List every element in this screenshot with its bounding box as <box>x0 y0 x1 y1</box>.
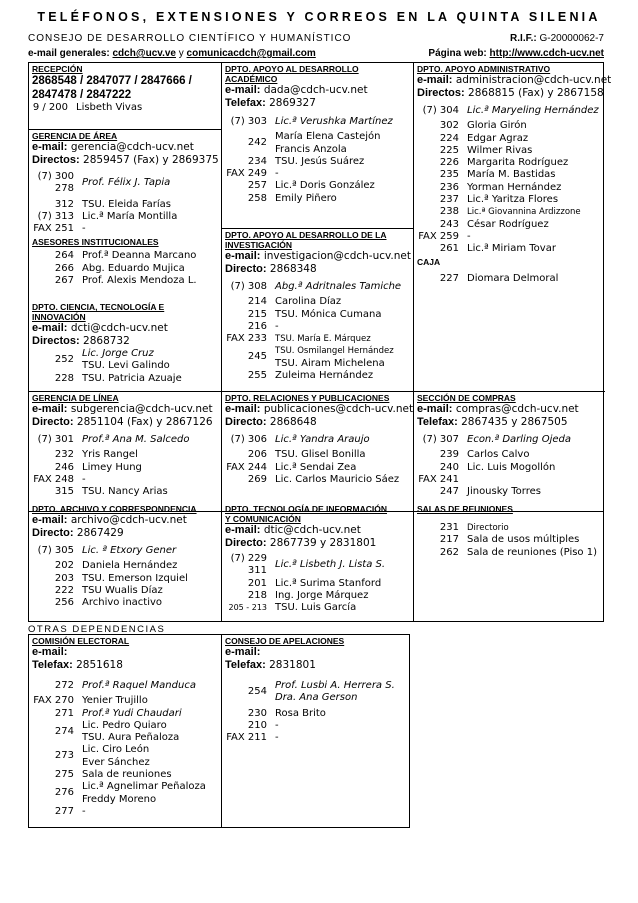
email-label: e-mail: <box>225 84 261 96</box>
extension: 243 <box>439 218 459 230</box>
extension: FAX 249 <box>226 168 267 180</box>
extension: 271 <box>54 707 74 719</box>
org-name <box>28 33 604 44</box>
direct-phones: 2867739 y 2831801 <box>269 537 377 549</box>
section-heading: INNOVACIÓN <box>32 312 86 322</box>
extension: 202 <box>54 560 74 572</box>
extension: 216 <box>247 320 267 332</box>
column-2 <box>222 63 413 511</box>
extension: 274 <box>54 725 74 737</box>
person-name: Ever Sánchez <box>82 756 150 768</box>
room-name: Directorio <box>467 523 509 533</box>
org-name-text: CONSEJO DE DESARROLLO CIENTÍFICO Y HUMANÍSTICO <box>28 33 352 44</box>
section-heading: ACADÉMICO <box>225 74 278 84</box>
person-name: Dra. Ana Gerson <box>275 692 358 704</box>
person-name: - <box>275 719 279 731</box>
person-name: Yorman Hernández <box>467 181 562 193</box>
section-heading: GERENCIA DE LÍNEA <box>32 393 119 403</box>
person-name: - <box>82 805 86 817</box>
person-name: Margarita Rodríguez <box>467 157 569 169</box>
direct-label: Directo: <box>32 416 74 428</box>
email[interactable]: dtic@cdch-ucv.net <box>263 524 361 536</box>
direct-label: Directo: <box>225 263 267 275</box>
person-name: Prof. Lusbi A. Herrera S. <box>275 680 395 691</box>
person-name: Lisbeth Vivas <box>76 102 143 113</box>
section-administrativo <box>414 63 612 286</box>
person-name: Prof. Alexis Mendoza L. <box>82 275 197 287</box>
email[interactable]: archivo@cdch-ucv.net <box>70 514 187 526</box>
caja-label: CAJA <box>417 256 441 267</box>
extension: 225 <box>439 144 459 156</box>
person-name: TSU. Levi Galindo <box>82 360 170 372</box>
phones: 2847478 / 2847222 <box>32 89 132 101</box>
person-name: Lic. Pedro Quiaro <box>82 719 167 731</box>
section-salas <box>414 503 605 560</box>
person-name: TSU. Eleida Farías <box>82 198 172 210</box>
person-name: Lic.ª Agnelimar Peñaloza <box>82 781 206 793</box>
other-dependencies-grid <box>28 634 410 828</box>
extension: 227 <box>439 272 459 284</box>
email-general-label: e-mail generales: <box>28 48 110 59</box>
email-general-2[interactable]: comunicacdch@gmail.com <box>186 48 316 59</box>
extension: 201 <box>247 577 267 589</box>
telefax-label: Telefax: <box>225 97 266 109</box>
extension: 276 <box>54 787 74 799</box>
extension: (7) 300 <box>37 171 74 182</box>
rif-value: G-20000062-7 <box>539 33 604 44</box>
extension: 255 <box>247 370 267 382</box>
person-name: Lic. Luis Mogollón <box>467 461 556 473</box>
person-name: Freddy Moreno <box>82 793 157 805</box>
email-label: e-mail: <box>417 74 453 86</box>
section-heading: RECEPCIÓN <box>32 64 83 74</box>
telefax-label: Telefax: <box>417 416 458 428</box>
email[interactable]: investigacion@cdch-ucv.net <box>263 250 411 262</box>
person-name: Gloria Girón <box>467 120 527 132</box>
email[interactable]: compras@cdch-ucv.net <box>455 403 579 415</box>
section-gerencia-area <box>29 130 221 288</box>
section-gerencia-linea <box>29 392 221 499</box>
person-name: - <box>82 473 86 485</box>
website <box>428 48 604 59</box>
person-name: Daniela Hernández <box>82 560 178 572</box>
direct-phones: 2868648 <box>269 416 317 428</box>
person-name: TSU Wualis Díaz <box>82 584 163 596</box>
extension: FAX 211 <box>226 732 267 744</box>
person-name: TSU. Osmilangel Hernández <box>275 346 394 357</box>
section-ciencia <box>29 301 221 386</box>
extension: 234 <box>247 155 267 167</box>
direct-phones: 2868815 (Fax) y 2867158 <box>468 87 604 99</box>
section-heading: DPTO. RELACIONES Y PUBLICACIONES <box>225 393 390 403</box>
person-name: Lic.ª Yandra Araujo <box>275 434 370 445</box>
person-name: Econ.ª Darling Ojeda <box>467 434 571 445</box>
extension: 267 <box>54 275 74 287</box>
section-desarrollo-academico <box>222 63 413 206</box>
person-name: TSU. Emerson Izquiel <box>82 572 188 584</box>
direct-label: Directo: <box>225 537 267 549</box>
extension: FAX 270 <box>33 695 74 707</box>
person-name: Prof.ª Deanna Marcano <box>82 250 197 262</box>
section-heading: SALAS DE REUNIONES <box>417 504 513 514</box>
extension: 237 <box>439 194 459 206</box>
extension: 205 - 213 <box>228 603 267 613</box>
person-name: TSU. Jesús Suárez <box>275 155 365 167</box>
person-name: Prof.ª Ana M. Salcedo <box>82 434 190 445</box>
person-name: Abg. Eduardo Mujica <box>82 262 185 274</box>
web-label: Página web: <box>428 48 487 59</box>
extension: 262 <box>439 546 459 558</box>
telefax: 2851618 <box>76 659 123 671</box>
extension: FAX 244 <box>226 461 267 473</box>
person-name: Lic.ª Surima Stanford <box>275 577 382 589</box>
extension: 230 <box>247 707 267 719</box>
extension: 218 <box>247 589 267 601</box>
telefax: 2867435 y 2867505 <box>461 416 568 428</box>
section-archivo <box>29 503 221 610</box>
extension: (7) 301 <box>37 434 74 445</box>
person-name: Jinousky Torres <box>467 486 541 498</box>
direct-phones: 2868732 <box>83 335 130 347</box>
person-name: Yenier Trujillo <box>82 695 148 707</box>
extension: 252 <box>54 354 74 365</box>
extension: 238 <box>439 206 459 218</box>
extension: 315 <box>54 486 74 498</box>
contact-line <box>28 48 604 59</box>
extension: 240 <box>439 461 459 473</box>
section-heading: ASESORES INSTITUCIONALES <box>32 237 159 248</box>
person-name: Lic. Ciro León <box>82 744 150 756</box>
person-name: Rosa Brito <box>275 707 326 719</box>
email[interactable]: administracion@cdch-ucv.net <box>455 74 612 86</box>
section-heading: DPTO. CIENCIA, TECNOLOGÍA E <box>32 302 165 312</box>
room-name: Sala de usos múltiples <box>467 534 580 546</box>
person-name: TSU. Patricia Azuaje <box>82 372 182 384</box>
extension: FAX 259 <box>418 230 459 242</box>
direct-phones: 2859457 (Fax) y 2869375 <box>83 154 219 166</box>
person-name: Lic. Jorge Cruz <box>82 348 154 359</box>
direct-phones: 2851104 (Fax) y 2867126 <box>76 416 213 428</box>
extension: 302 <box>439 120 459 132</box>
person-name: Ing. Jorge Márquez <box>275 589 369 601</box>
extension: 239 <box>439 449 459 461</box>
extension: (7) 307 <box>422 434 459 445</box>
section-heading: Y COMUNICACIÓN <box>225 514 301 524</box>
person-name: Limey Hung <box>82 461 142 473</box>
extension: 273 <box>54 750 74 762</box>
extension: 245 <box>247 351 267 363</box>
person-name: Abg.ª Adritnales Tamiche <box>275 281 402 292</box>
extension: 311 <box>247 565 267 577</box>
person-name: Lic.ª Lisbeth J. Lista S. <box>275 559 386 570</box>
email-label: e-mail: <box>32 322 68 334</box>
extension: FAX 233 <box>226 333 267 345</box>
email-general-1[interactable]: cdch@ucv.ve <box>112 48 176 59</box>
extension: 247 <box>439 486 459 498</box>
person-name <box>467 474 602 486</box>
person-name: Lic.ª Verushka Martínez <box>275 116 393 127</box>
extension: (7) 313 <box>37 210 74 222</box>
extension: 232 <box>54 449 74 461</box>
section-heading: DPTO. APOYO AL DESARROLLO DE LA <box>225 230 387 240</box>
person-name: - <box>82 223 86 235</box>
section-heading: DPTO. ARCHIVO Y CORRESPONDENCIA <box>32 504 197 514</box>
person-name: TSU. Luis García <box>275 602 357 614</box>
email-label: e-mail: <box>32 141 68 153</box>
person-name: Lic. Carlos Mauricio Sáez <box>275 473 400 485</box>
person-name: Lic.ª Yaritza Flores <box>467 194 559 206</box>
extension: 9 / 200 <box>32 102 68 113</box>
direct-label: Directos: <box>32 335 80 347</box>
person-name: Carlos Calvo <box>467 449 530 461</box>
person-name: Lic.ª Giovannina Ardizzone <box>467 207 581 218</box>
email-label: e-mail: <box>32 403 68 415</box>
person-name: María Elena Castejón <box>275 131 381 143</box>
extension: 264 <box>54 250 74 262</box>
person-name: Lic.ª Maryeling Hernández <box>467 105 599 116</box>
web-link[interactable]: http://www.cdch-ucv.net <box>489 48 604 59</box>
email[interactable]: publicaciones@cdch-ucv.net <box>263 403 414 415</box>
extension: (7) 306 <box>230 434 267 445</box>
direct-label: Directo: <box>32 527 74 539</box>
section-heading: GERENCIA DE ÁREA <box>32 131 118 141</box>
directory-grid <box>28 62 612 512</box>
telefax-label: Telefax: <box>225 659 266 671</box>
extension: 228 <box>54 372 74 384</box>
extension: (7) 305 <box>37 545 74 556</box>
person-name: - <box>275 732 279 744</box>
section-comision-electoral <box>29 635 221 819</box>
person-name: Lic. ª Etxory Gener <box>82 545 177 556</box>
email-label: e-mail: <box>225 403 261 415</box>
extension: 217 <box>439 534 459 546</box>
phones: 2868548 / 2847077 / 2847666 / <box>32 75 192 87</box>
extension: 261 <box>439 243 459 255</box>
person-name: Edgar Agraz <box>467 132 529 144</box>
extension: 231 <box>439 522 459 533</box>
person-name: Sala de reuniones <box>82 769 172 781</box>
section-consejo-apelaciones <box>222 635 411 745</box>
direct-phones: 2867429 <box>76 527 124 539</box>
directory-grid-lower <box>28 504 604 622</box>
rif-label: R.I.F.: <box>510 33 537 44</box>
person-name: Carolina Díaz <box>275 296 342 308</box>
column-3 <box>414 63 612 511</box>
person-name: Prof.ª Raquel Manduca <box>82 680 196 691</box>
section-heading: CONSEJO DE APELACIONES <box>225 636 345 646</box>
email[interactable]: dada@cdch-ucv.net <box>263 84 368 96</box>
person-name: María M. Bastidas <box>467 169 556 181</box>
email-label: e-mail: <box>225 524 261 536</box>
direct-label: Directo: <box>225 416 267 428</box>
extension: 275 <box>54 769 74 781</box>
extension: (7) 229 <box>230 553 267 564</box>
person-name: TSU. Mónica Cumana <box>275 308 382 320</box>
section-tecnologia <box>222 503 413 615</box>
extension: FAX 248 <box>33 473 74 485</box>
person-name: - <box>275 168 279 180</box>
extension: 214 <box>247 296 267 308</box>
column-1 <box>29 63 221 511</box>
extension: 224 <box>439 132 459 144</box>
section-compras <box>414 392 605 499</box>
telefax: 2869327 <box>269 97 316 109</box>
person-name: - <box>275 320 279 332</box>
extension: 257 <box>247 180 267 192</box>
section-heading: INVESTIGACIÓN <box>225 240 293 250</box>
other-dependencies-heading: OTRAS DEPENDENCIAS <box>28 624 166 635</box>
section-recepcion <box>29 63 221 115</box>
section-heading: COMISIÓN ELECTORAL <box>32 636 130 646</box>
person-name: Emily Piñero <box>275 192 337 204</box>
extension: 215 <box>247 308 267 320</box>
person-name: Wilmer Rivas <box>467 144 533 156</box>
section-heading: SECCIÓN DE COMPRAS <box>417 393 516 403</box>
section-heading: DPTO. TECNOLOGÍA DE INFORMACIÓN <box>225 504 387 514</box>
extension: 222 <box>54 584 74 596</box>
person-name: Archivo inactivo <box>82 597 163 609</box>
person-name: Diomara Delmoral <box>467 272 559 284</box>
person-name: - <box>467 230 471 242</box>
person-name: TSU. Glisel Bonilla <box>275 449 366 461</box>
extension: 256 <box>54 597 74 609</box>
extension: 203 <box>54 572 74 584</box>
extension: 226 <box>439 157 459 169</box>
extension: 242 <box>247 137 267 149</box>
extension: FAX 251 <box>33 223 74 235</box>
extension: 206 <box>247 449 267 461</box>
extension: 266 <box>54 262 74 274</box>
person-name: César Rodríguez <box>467 218 549 230</box>
email[interactable]: dcti@cdch-ucv.net <box>70 322 168 334</box>
extension: (7) 303 <box>230 116 267 127</box>
person-name: TSU. Aura Peñaloza <box>82 732 180 744</box>
extension: 210 <box>247 719 267 731</box>
extension: 312 <box>54 198 74 210</box>
email[interactable]: subgerencia@cdch-ucv.net <box>70 403 213 415</box>
section-investigacion <box>222 229 413 383</box>
email-label: e-mail: <box>225 250 261 262</box>
person-name: Lic.ª Doris González <box>275 180 375 192</box>
extension: 277 <box>54 805 74 817</box>
extension: 272 <box>54 680 74 691</box>
person-name: Lic.ª Miriam Tovar <box>467 243 556 255</box>
rif <box>510 33 604 44</box>
person-name: Lic.ª Sendai Zea <box>275 461 357 473</box>
person-name: Yris Rangel <box>82 449 138 461</box>
section-heading: DPTO. APOYO AL DESARROLLO <box>225 64 359 74</box>
telefax-label: Telefax: <box>32 659 73 671</box>
section-relaciones <box>222 392 413 487</box>
person-name: Prof. Félix J. Tapia <box>82 177 171 188</box>
email-label: e-mail: <box>417 403 453 415</box>
extension: FAX 241 <box>418 473 459 485</box>
extension: 246 <box>54 461 74 473</box>
page-title: TELÉFONOS, EXTENSIONES Y CORREOS EN LA QUINTA SILENIA <box>37 10 601 24</box>
extension: (7) 308 <box>230 281 267 292</box>
person-name: TSU. Nancy Arias <box>82 486 168 498</box>
person-name: Lic.ª María Montilla <box>82 210 178 222</box>
person-name: Francis Anzola <box>275 143 347 155</box>
section-heading: DPTO. APOYO ADMINISTRATIVO <box>417 64 551 74</box>
extension: 235 <box>439 169 459 181</box>
person-name: TSU. María E. Márquez <box>275 334 371 345</box>
extension: 254 <box>247 686 267 697</box>
email-label: e-mail: <box>32 646 68 658</box>
extension: 258 <box>247 192 267 204</box>
direct-phones: 2868348 <box>269 263 317 275</box>
person-name: TSU. Airam Michelena <box>275 357 385 369</box>
email-separator: y <box>178 48 184 59</box>
extension: 269 <box>247 473 267 485</box>
room-name: Sala de reuniones (Piso 1) <box>467 546 597 558</box>
direct-label: Directos: <box>32 154 80 166</box>
email-label: e-mail: <box>225 646 261 658</box>
extension: 236 <box>439 181 459 193</box>
email[interactable]: gerencia@cdch-ucv.net <box>70 141 194 153</box>
person-name: Prof.ª Yudi Chaudari <box>82 707 182 719</box>
email-label: e-mail: <box>32 514 68 526</box>
telefax: 2831801 <box>269 659 316 671</box>
direct-label: Directos: <box>417 87 465 99</box>
extension: 278 <box>54 183 74 195</box>
extension: (7) 304 <box>422 105 459 116</box>
person-name: Zuleima Hernández <box>275 370 374 382</box>
